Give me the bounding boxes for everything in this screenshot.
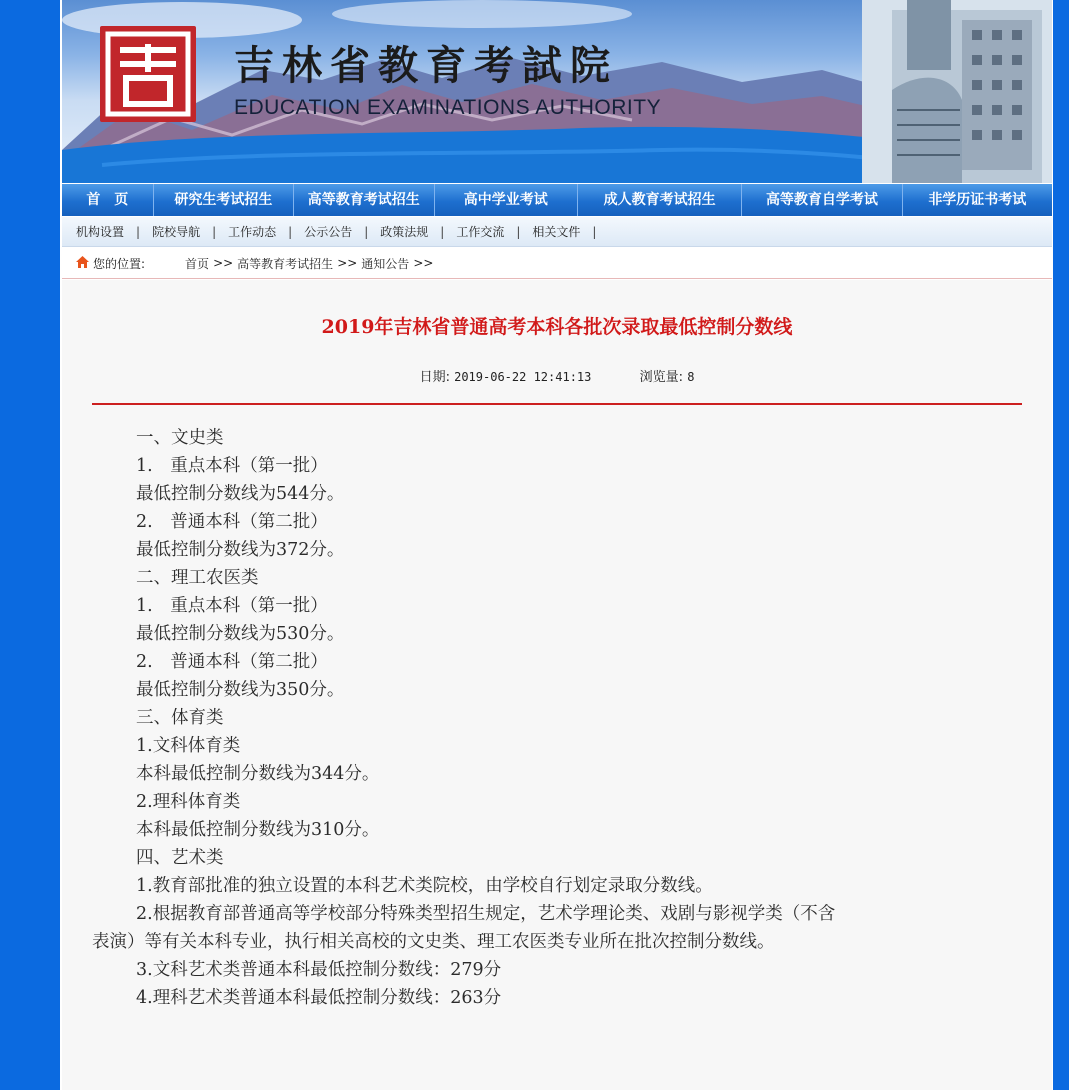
page-container: [60, 0, 1053, 1090]
body-line: 最低控制分数线为544分。: [136, 484, 345, 504]
subnav-separator: |: [136, 224, 141, 239]
breadcrumb-label: 您的位置:: [93, 256, 146, 271]
subnav-separator: |: [288, 224, 293, 239]
jilin-seal-logo: [100, 26, 196, 122]
article-meta: [62, 366, 1052, 385]
site-subtitle: EDUCATION EXAMINATIONS AUTHORITY: [234, 96, 662, 119]
nav-graduate-exam[interactable]: 研究生考试招生: [154, 184, 294, 216]
date-label: 日期:: [419, 370, 450, 385]
body-line: 最低控制分数线为372分。: [136, 540, 345, 560]
site-title: 吉林省教育考試院: [234, 42, 618, 89]
nav-adult-education-exam[interactable]: 成人教育考试招生: [578, 184, 742, 216]
banner-landscape: [62, 0, 1052, 183]
site-banner: [62, 0, 1052, 183]
body-line: 本科最低控制分数线为344分。: [136, 764, 380, 784]
section-heading: 二、理工农医类: [136, 568, 259, 588]
subnav-separator: |: [440, 224, 445, 239]
subnav-organization[interactable]: 机构设置: [76, 225, 125, 239]
breadcrumb-announcements[interactable]: 通知公告: [361, 256, 410, 271]
subnav-separator: |: [364, 224, 369, 239]
section-heading: 四、艺术类: [136, 848, 224, 868]
article-body: [92, 424, 1032, 1012]
body-line: 1. 重点本科（第一批）: [136, 596, 328, 616]
section-heading: 三、体育类: [136, 708, 224, 728]
nav-college-entrance-exam[interactable]: 高等教育考试招生: [294, 184, 434, 216]
body-line: 1.教育部批准的独立设置的本科艺术类院校，由学校自行划定录取分数线。: [136, 876, 713, 896]
nav-certificate-exam[interactable]: 非学历证书考试: [928, 192, 1027, 208]
body-line: 2.根据教育部普通高等学校部分特殊类型招生规定，艺术学理论类、戏剧与影视学类（不含: [136, 904, 836, 924]
article-title: 2019年吉林省普通高考本科各批次录取最低控制分数线: [321, 316, 793, 338]
body-line: 本科最低控制分数线为310分。: [136, 820, 380, 840]
breadcrumb: [62, 248, 1052, 279]
body-line: 表演）等有关本科专业，执行相关高校的文史类、理工农医类专业所在批次控制分数线。: [92, 932, 775, 952]
views-label: 浏览量:: [639, 370, 684, 385]
body-line: 1. 重点本科（第一批）: [136, 456, 328, 476]
section-heading: 一、文史类: [136, 428, 224, 448]
breadcrumb-college-exam[interactable]: 高等教育考试招生: [237, 256, 334, 271]
sub-nav: [62, 217, 1052, 247]
main-nav: [62, 184, 1052, 216]
breadcrumb-separator: >>: [213, 256, 234, 270]
nav-high-school-exam[interactable]: 高中学业考试: [435, 184, 578, 216]
nav-self-study-exam[interactable]: 高等教育自学考试: [742, 184, 902, 216]
breadcrumb-separator: >>: [413, 256, 434, 270]
body-line: 1.文科体育类: [136, 736, 241, 756]
nav-home[interactable]: 首 页: [62, 184, 154, 216]
breadcrumb-home[interactable]: 首页: [185, 256, 210, 271]
body-line: 2.理科体育类: [136, 792, 241, 812]
subnav-related-files[interactable]: 相关文件: [532, 225, 581, 239]
body-line: 最低控制分数线为530分。: [136, 624, 345, 644]
subnav-announcements[interactable]: 公示公告: [304, 225, 353, 239]
subnav-work-exchange[interactable]: 工作交流: [456, 225, 505, 239]
body-line: 2. 普通本科（第二批）: [136, 652, 328, 672]
subnav-policies[interactable]: 政策法规: [380, 225, 429, 239]
body-line: 2. 普通本科（第二批）: [136, 512, 328, 532]
subnav-separator: |: [212, 224, 217, 239]
subnav-school-guide[interactable]: 院校导航: [152, 225, 201, 239]
article: [62, 280, 1052, 1090]
body-line: 3.文科艺术类普通本科最低控制分数线：279分: [136, 960, 502, 980]
breadcrumb-separator: >>: [337, 256, 358, 270]
subnav-separator: |: [516, 224, 521, 239]
subnav-separator: |: [592, 224, 597, 239]
publish-date: 2019-06-22 12:41:13: [454, 370, 592, 384]
view-count: 8: [687, 370, 695, 384]
title-divider: [92, 403, 1022, 405]
body-line: 4.理科艺术类普通本科最低控制分数线：263分: [136, 988, 502, 1008]
body-line: 最低控制分数线为350分。: [136, 680, 345, 700]
subnav-work-news[interactable]: 工作动态: [228, 225, 277, 239]
home-icon: [76, 256, 89, 271]
